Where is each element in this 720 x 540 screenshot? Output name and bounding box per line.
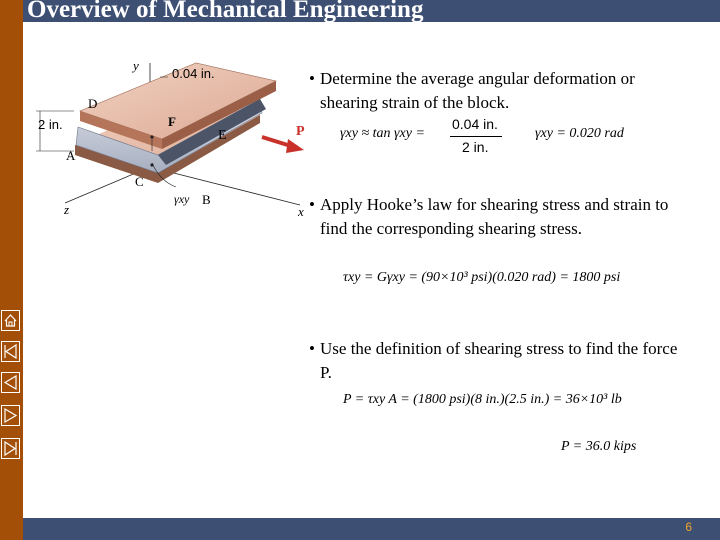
point-label-C: C <box>135 174 144 189</box>
axis-label-x: x <box>298 204 304 219</box>
previous-slide-icon[interactable] <box>1 372 20 393</box>
last-slide-icon[interactable] <box>1 438 20 459</box>
equation-force: P = τxy A = (1800 psi)(8 in.)(2.5 in.) = 36×10³ lb <box>343 392 622 407</box>
strain-angle-label: γxy <box>174 192 190 206</box>
next-slide-icon[interactable] <box>1 405 20 426</box>
bullet-text-strain: Determine the average angular deformation or shearing strain of the block. <box>320 69 635 112</box>
point-label-A: A <box>66 148 76 163</box>
point-label-D: D <box>88 96 98 111</box>
equation-shear-stress: τxy = Gγxy = (90×10³ psi)(0.020 rad) = 1800 psi <box>343 270 621 285</box>
axis-label-z: z <box>64 202 70 217</box>
point-label-F: F <box>168 114 176 129</box>
top-dimension-label: 0.04 in. <box>172 66 215 81</box>
equation-force-kips: P = 36.0 kips <box>561 439 637 454</box>
axis-label-y: y <box>133 58 139 73</box>
bullet-hookes-law: • Apply Hooke’s law for shearing stress and strain to find the corresponding shearing stress. <box>318 193 693 241</box>
slide-title: Overview of Mechanical Engineering <box>27 0 424 23</box>
left-sidebar <box>0 0 23 540</box>
point-label-B: B <box>202 192 211 207</box>
force-label-P: P <box>296 124 305 139</box>
equation-strain-left: γxy ≈ tan γxy = <box>340 126 425 141</box>
height-dimension-label: 2 in. <box>38 117 63 132</box>
equation-fraction-bar <box>450 136 502 137</box>
first-slide-icon[interactable] <box>1 341 20 362</box>
home-icon[interactable] <box>1 310 20 331</box>
equation-strain-result: γxy = 0.020 rad <box>535 126 624 141</box>
footer-bar <box>23 518 720 540</box>
point-label-E: E <box>218 128 227 143</box>
equation-strain-denominator: 2 in. <box>462 139 489 155</box>
bullet-text-force: Use the definition of shearing stress to find the force P. <box>320 339 678 382</box>
page-number: 6 <box>685 520 692 534</box>
bullet-force: • Use the definition of shearing stress to find the force P. <box>318 337 693 385</box>
bullet-strain: • Determine the average angular deformation or shearing strain of the block. <box>318 67 693 115</box>
equation-strain-numerator: 0.04 in. <box>452 116 498 132</box>
bullet-text-hookes-law: Apply Hooke’s law for shearing stress and strain to find the corresponding shearing stress. <box>320 195 669 238</box>
